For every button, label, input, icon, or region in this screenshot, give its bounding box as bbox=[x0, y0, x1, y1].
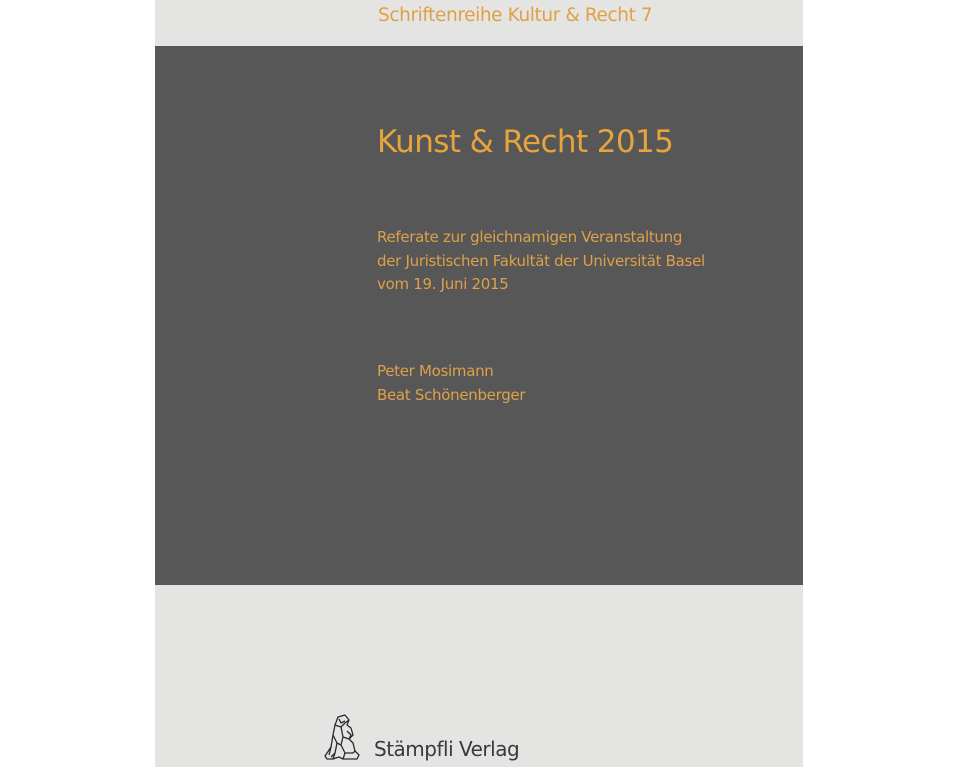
author-name: Peter Mosimann bbox=[377, 362, 494, 380]
book-title: Kunst & Recht 2015 bbox=[377, 124, 674, 160]
publisher bbox=[323, 713, 519, 761]
book-subtitle bbox=[377, 226, 705, 297]
book-cover bbox=[155, 0, 803, 767]
title-band bbox=[155, 46, 803, 585]
subtitle-line: Referate zur gleichnamigen Veranstaltung bbox=[377, 228, 683, 246]
subtitle-line: der Juristischen Fakultät der Universität Basel bbox=[377, 251, 705, 270]
author-name: Beat Schönenberger bbox=[377, 386, 526, 404]
authors bbox=[377, 359, 525, 407]
subtitle-line: vom 19. Juni 2015 bbox=[377, 275, 509, 293]
seated-figure-logo-icon bbox=[323, 713, 363, 761]
series-title: Schriftenreihe Kultur & Recht 7 bbox=[378, 5, 653, 26]
publisher-name: Stämpfli Verlag bbox=[374, 737, 520, 761]
